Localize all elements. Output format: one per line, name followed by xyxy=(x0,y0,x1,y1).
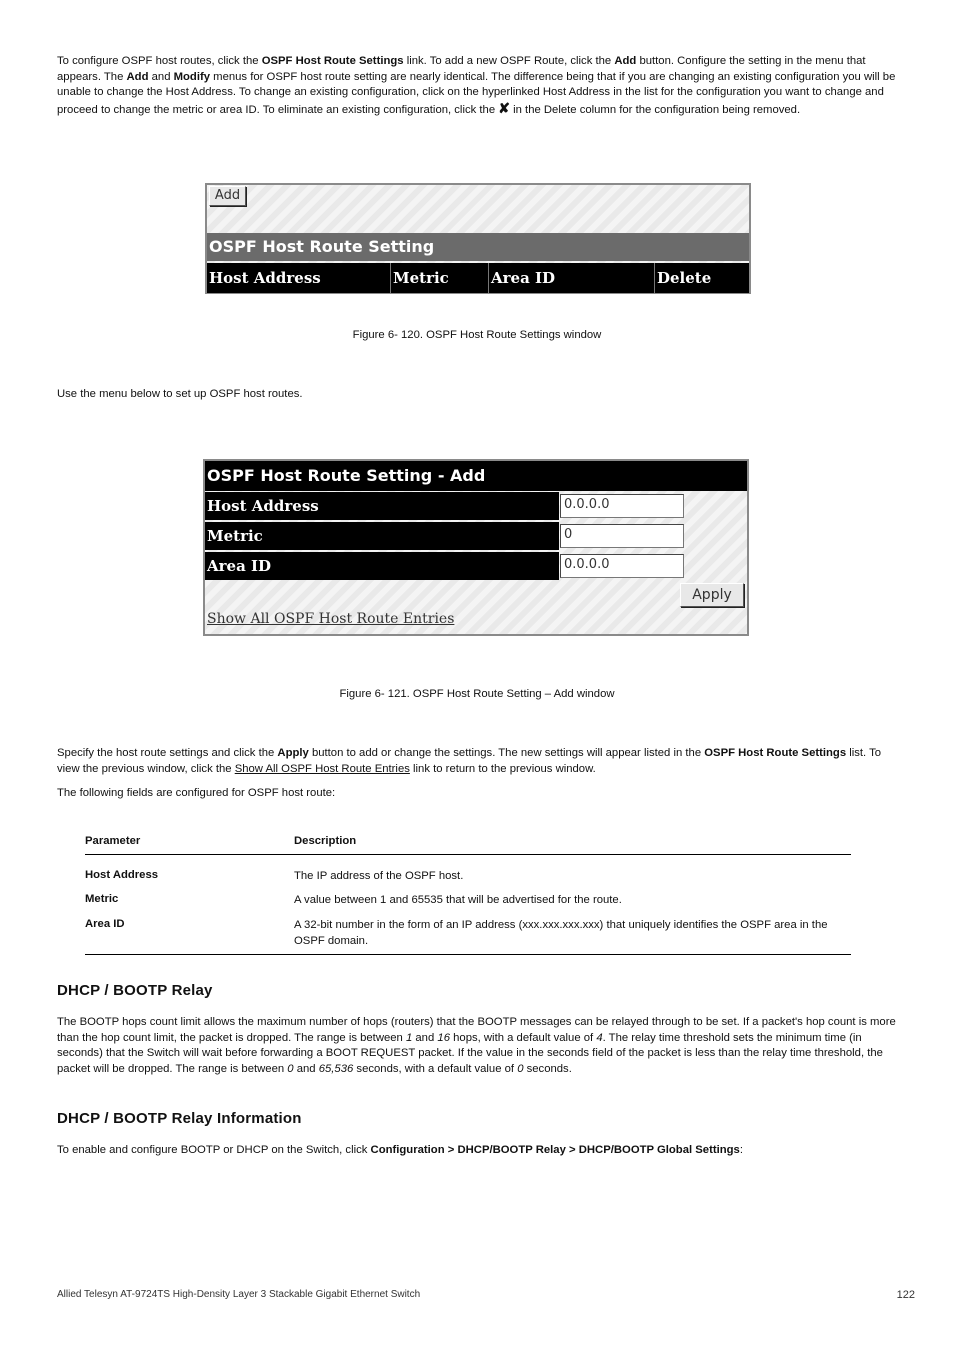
area-id-input[interactable]: 0.0.0.0 xyxy=(560,554,684,578)
relay-text: seconds. xyxy=(523,1062,572,1075)
column-header-area-id: Area ID xyxy=(489,263,655,293)
delete-x-icon: ✘ xyxy=(498,99,510,116)
relay-text: and xyxy=(293,1062,319,1075)
relay-italic: 4 xyxy=(596,1031,603,1044)
header-rule xyxy=(85,854,851,855)
apply-button[interactable]: Apply xyxy=(680,583,744,607)
description-column-header: Description xyxy=(294,835,357,847)
section-heading-dhcp-bootp-relay-information: DHCP / BOOTP Relay Information xyxy=(57,1110,302,1127)
intro-bold-modify: Modify xyxy=(173,70,211,83)
intro-text: button. Configure the setting in the menu that appears. The xyxy=(57,55,866,83)
info-text: : xyxy=(739,1144,743,1156)
figure-caption: Figure 6- 121. OSPF Host Route Setting – Add window xyxy=(339,688,615,700)
relay-italic: 65,536 xyxy=(318,1062,354,1075)
intro-text: menus for OSPF host route setting are nearly identical. The difference being that if you are changing an existing configuration you will be unable to change the Host Address. To change an existing configuration, click on the hyperlinked Host Address in the list for the configuration you want to change and proceed to change the metric or area ID. To eliminate an existing configuration, click the xyxy=(57,70,896,116)
desc-host-address: The IP address of the OSPF host. xyxy=(294,870,464,882)
info-text: To enable and configure BOOTP or DHCP on the Switch, click xyxy=(57,1144,371,1156)
desc-metric: A value between 1 and 65535 that will be advertised for the route. xyxy=(294,894,622,906)
specify-text: link to return to the previous window. xyxy=(409,762,596,775)
column-header-delete: Delete xyxy=(657,269,712,287)
relay-italic: 16 xyxy=(437,1031,450,1044)
param-metric: Metric xyxy=(85,893,119,905)
show-all-entries-link[interactable]: Show All OSPF Host Route Entries xyxy=(207,611,455,627)
specify-paragraph xyxy=(57,746,897,777)
param-host-address: Host Address xyxy=(85,869,159,881)
specify-text: list. To view the previous window, click the xyxy=(57,747,882,775)
metric-input[interactable]: 0 xyxy=(560,524,684,548)
intro-bold-add: Add xyxy=(126,70,149,83)
page-number: 122 xyxy=(896,1289,915,1301)
relay-text: The BOOTP hops count limit allows the maximum number of hops (routers) that the BOOTP messages can be relayed through to be set. If a packet's hop count is more than the hop count limit, the packet is dropped. The range is between xyxy=(57,1016,896,1044)
footer-product-name: Allied Telesyn AT-9724TS High-Density Layer 3 Stackable Gigabit Ethernet Switch xyxy=(57,1289,421,1300)
specify-text: Specify the host route settings and click the xyxy=(57,747,278,759)
use-menu-text: Use the menu below to set up OSPF host routes. xyxy=(57,388,303,400)
relay-text: . The relay time threshold sets the minimum time (in seconds) that the Switch will wait before forwarding a BOOT REQUEST packet. If the value in the seconds field of the packet is less than the relay time threshold, the packet will be dropped. The range is between xyxy=(57,1031,883,1075)
ospf-host-route-add-window xyxy=(203,459,749,636)
param-area-id: Area ID xyxy=(85,918,125,930)
relay-italic: 0 xyxy=(287,1062,294,1075)
column-header-host-address: Host Address xyxy=(207,263,391,293)
field-label-host-address: Host Address xyxy=(205,492,559,520)
parameter-column-header: Parameter xyxy=(85,835,141,847)
footer-rule xyxy=(85,954,851,955)
intro-paragraph xyxy=(57,54,897,118)
relay-italic: 0 xyxy=(517,1062,524,1075)
table-header-row xyxy=(207,263,749,293)
intro-text: To configure OSPF host routes, click the xyxy=(57,55,262,67)
desc-area-id: A 32-bit number in the form of an IP address (xxx.xxx.xxx.xxx) that uniquely identifies the OSPF area in the OSPF domain. xyxy=(294,919,828,947)
specify-bold-apply: Apply xyxy=(277,747,309,759)
info-bold-menu-path: Configuration > DHCP/BOOTP Relay > DHCP/BOOTP Global Settings xyxy=(370,1144,740,1156)
dhcp-bootp-relay-paragraph xyxy=(57,1015,897,1077)
show-all-entries-text-link[interactable]: Show All OSPF Host Route Entries xyxy=(234,762,410,775)
column-header-metric: Metric xyxy=(391,263,489,293)
intro-text: and xyxy=(148,70,174,83)
specify-text: button to add or change the settings. The new settings will appear listed in the xyxy=(308,747,705,759)
fields-intro-text: The following fields are configured for OSPF host route: xyxy=(57,787,336,799)
window-title: OSPF Host Route Setting xyxy=(207,233,749,261)
specify-bold-settings: OSPF Host Route Settings xyxy=(704,747,847,759)
section-heading-dhcp-bootp-relay: DHCP / BOOTP Relay xyxy=(57,982,213,999)
ospf-host-route-settings-window xyxy=(205,183,751,294)
field-label-area-id: Area ID xyxy=(205,552,559,580)
intro-text: link. To add a new OSPF Route, click the xyxy=(403,55,615,67)
host-address-input[interactable]: 0.0.0.0 xyxy=(560,494,684,518)
dhcp-bootp-info-paragraph xyxy=(57,1143,897,1159)
field-label-metric: Metric xyxy=(205,522,559,550)
relay-text: seconds, with a default value of xyxy=(353,1062,518,1075)
relay-text: hops, with a default value of xyxy=(449,1031,597,1044)
relay-text: and xyxy=(412,1031,438,1044)
intro-text: in the Delete column for the configuration being removed. xyxy=(509,103,801,116)
intro-bold-add: Add xyxy=(614,55,637,67)
window-title: OSPF Host Route Setting - Add xyxy=(205,461,747,491)
intro-bold-ospf-host-route-settings: OSPF Host Route Settings xyxy=(261,55,404,67)
figure-caption: Figure 6- 120. OSPF Host Route Settings window xyxy=(352,329,602,341)
relay-italic: 1 xyxy=(405,1031,413,1044)
add-button[interactable]: Add xyxy=(209,186,246,206)
